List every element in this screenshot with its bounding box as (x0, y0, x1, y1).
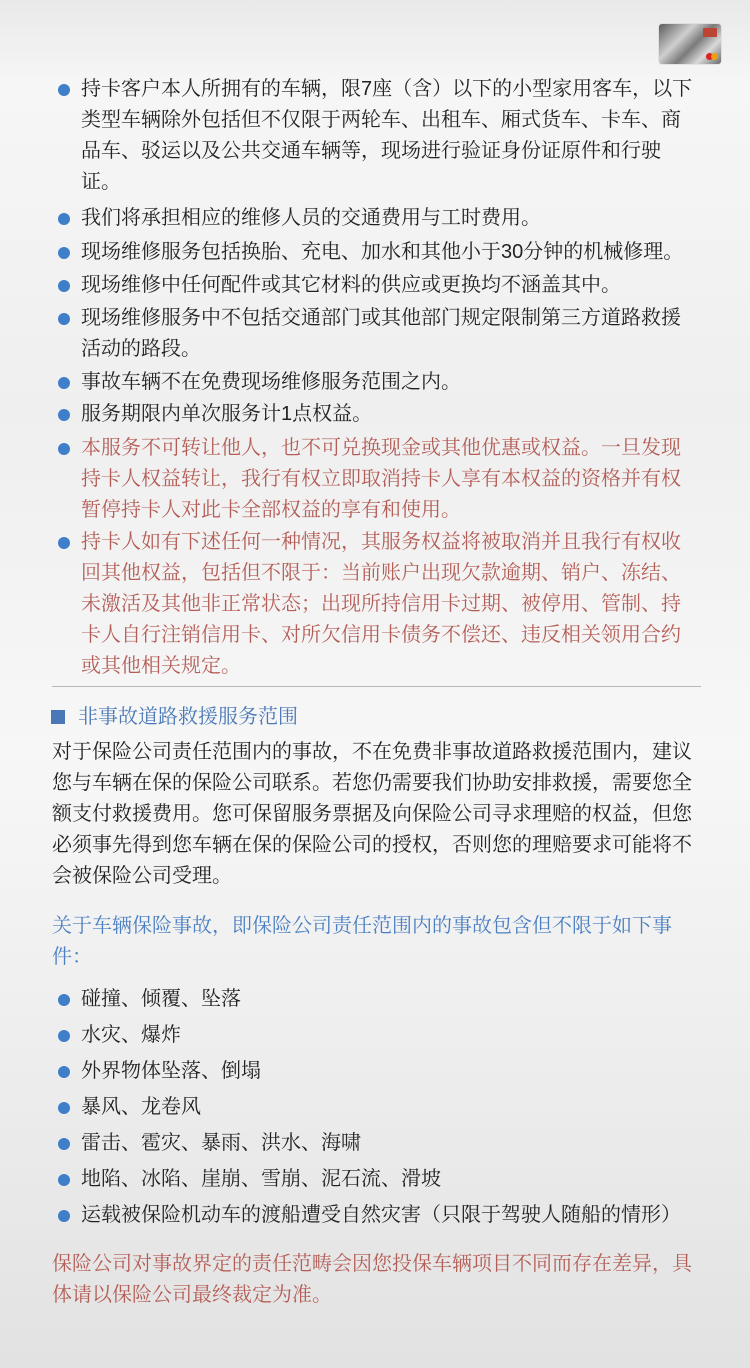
bullet-icon (58, 443, 70, 455)
list-item-text: 水灾、爆炸 (81, 1024, 181, 1046)
square-bullet-icon (51, 710, 65, 724)
list-item (0, 367, 700, 398)
list-item (0, 399, 700, 430)
list-item-text: 运载被保险机动车的渡船遭受自然灾害（只限于驾驶人随船的情形） (81, 1204, 681, 1226)
list-item (0, 74, 700, 198)
section-intro: 对于保险公司责任范围内的事故，不在免费非事故道路救援范围内，建议您与车辆在保的保险公司联系。若您仍需要我们协助安排救援，需要您全额支付救援费用。您可保留服务票据及向保险公司寻求理赔的权益，但您必须事先得到您车辆在保的保险公司的授权，否则您的理赔要求可能将不会被保险公司受理。 (52, 741, 692, 887)
credit-card-icon (659, 24, 721, 64)
section-title-text: 非事故道路救援服务范围 (78, 706, 298, 728)
list-item (0, 237, 700, 268)
list-item (0, 1164, 700, 1195)
list-item-text: 服务期限内单次服务计1点权益。 (81, 403, 373, 425)
list-item-text: 持卡人如有下述任何一种情况，其服务权益将被取消并且我行有权收回其他权益，包括但不限于：当前账户出现欠款逾期、销户、冻结、未激活及其他非正常状态；出现所持信用卡过期、被停用、管制、持卡人自行注销信用卡、对所欠信用卡债务不偿还、违反相关领用合约或其他相关规定。 (81, 531, 681, 677)
bullet-icon (58, 247, 70, 259)
events-lead: 关于车辆保险事故，即保险公司责任范围内的事故包含但不限于如下事件： (52, 915, 672, 968)
list-item (0, 303, 700, 365)
list-item-text: 现场维修服务中不包括交通部门或其他部门规定限制第三方道路救援活动的路段。 (81, 307, 681, 360)
list-item-text: 地陷、冰陷、崖崩、雪崩、泥石流、滑坡 (81, 1168, 441, 1190)
list-item (0, 984, 700, 1015)
list-item (0, 1092, 700, 1123)
bullet-icon (58, 1066, 70, 1078)
divider (52, 686, 701, 687)
list-item-text: 本服务不可转让他人，也不可兑换现金或其他优惠或权益。一旦发现持卡人权益转让，我行有权立即取消持卡人享有本权益的资格并有权暂停持卡人对此卡全部权益的享有和使用。 (81, 437, 681, 521)
list-item (0, 1200, 700, 1231)
closing-note: 保险公司对事故界定的责任范畴会因您投保车辆项目不同而存在差异，具体请以保险公司最终裁定为准。 (52, 1253, 692, 1306)
bullet-icon (58, 1210, 70, 1222)
list-item-text: 雷击、雹灾、暴雨、洪水、海啸 (81, 1132, 361, 1154)
bullet-icon (58, 1138, 70, 1150)
bullet-icon (58, 377, 70, 389)
list-item (0, 1020, 700, 1051)
list-item-text: 事故车辆不在免费现场维修服务范围之内。 (81, 371, 461, 393)
bullet-icon (58, 280, 70, 292)
card-chip-icon (703, 28, 717, 37)
bullet-icon (58, 537, 70, 549)
list-item (0, 270, 700, 301)
list-item-text: 外界物体坠落、倒塌 (81, 1060, 261, 1082)
list-item-text: 持卡客户本人所拥有的车辆，限7座（含）以下的小型家用客车，以下类型车辆除外包括但不仅限于两轮车、出租车、厢式货车、卡车、商品车、驳运以及公共交通车辆等，现场进行验证身份证原件和行驶证。 (81, 78, 693, 193)
list-item (0, 433, 700, 526)
list-item-text: 现场维修服务包括换胎、充电、加水和其他小于30分钟的机械修理。 (81, 241, 684, 263)
list-item (0, 1056, 700, 1087)
bullet-icon (58, 1174, 70, 1186)
list-item (0, 203, 700, 234)
bullet-icon (58, 994, 70, 1006)
bullet-icon (58, 213, 70, 225)
list-item-text: 暴风、龙卷风 (81, 1096, 201, 1118)
list-item-text: 我们将承担相应的维修人员的交通费用与工时费用。 (81, 207, 541, 229)
list-item (0, 527, 700, 682)
bullet-icon (58, 1030, 70, 1042)
bullet-icon (58, 1102, 70, 1114)
bullet-icon (58, 84, 70, 96)
bullet-icon (58, 409, 70, 421)
list-item-text: 碰撞、倾覆、坠落 (81, 988, 241, 1010)
section-title (51, 702, 298, 732)
bullet-icon (58, 313, 70, 325)
list-item (0, 1128, 700, 1159)
list-item-text: 现场维修中任何配件或其它材料的供应或更换均不涵盖其中。 (81, 274, 621, 296)
